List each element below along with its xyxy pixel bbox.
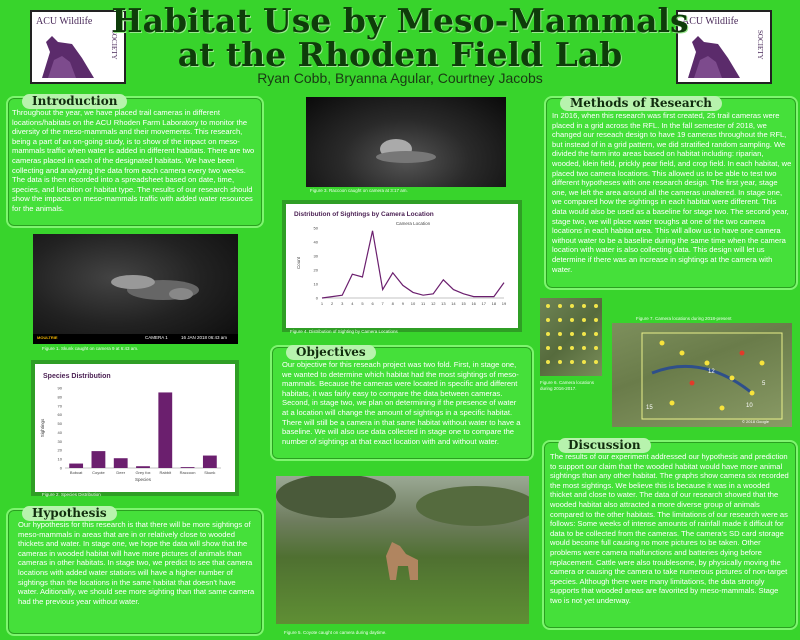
x-tick-label: Deer: [116, 470, 126, 475]
bar-chart-svg: [35, 364, 235, 492]
x-tick-label: 12: [430, 301, 436, 306]
y-tick-label: 10: [57, 456, 62, 462]
x-tick-label: Skunk: [204, 470, 216, 475]
y-axis-label: Sightings: [40, 418, 45, 438]
x-tick-label: 15: [461, 301, 466, 306]
y-tick-label: 50: [313, 225, 318, 231]
hypothesis-panel: [6, 508, 264, 636]
logo-left-vertical: SOCIETY: [110, 30, 118, 60]
title-line-2: at the Rhoden Field Lab: [177, 35, 623, 74]
methods-text: In 2016, when this research was first created, 25 trail cameras were placed in a grid across the RFL. In the fall semester of 2018, we changed our reseach design to have 19 cameras throughout the RFL, but instead of in a grid pattern, we did stratified random sampling. We divided the farm into areas based on habitat including: riparian, wooded, klein field, prickly pear field, and crop field. In each habitat, we placed two camera locations. This allowed us to be able to test two different hypotheses with one research design. The first year, stage one, we left the area around all the cameras unaltered. In stage one, we compared how the sightings in each habitat were different. This data would also be used as a baseline for stage two. The second year, stage two, we will place water troughs at one of the two camera locations in each habitat area. This will allow us to have one camera without water to be a baseline during the same time when the camera location with water is also collecting data. This design will let us determine if there was an increase in sightings at the camera with water.: [552, 111, 792, 274]
introduction-panel: [6, 96, 264, 228]
y-tick-label: 20: [57, 447, 62, 453]
bar-bobcat: [69, 464, 83, 468]
y-tick-label: 80: [57, 394, 62, 400]
sightings-by-location-chart: [282, 200, 522, 332]
figure6-caption-line1: Figure 6. Camera locations: [540, 380, 595, 385]
discussion-text: The results of our experiment addressed our hypothesis and prediction to support our claim that the wooded habitat would have more animal sightings than any other habitat. The graphs show camera six recorded the most sightings. We believe this is because it was in a wooded thicket and close to water. The data of our research showed that the wooded habitat also attracted a more diverse group of animals compared to the other habitats. The limitations of our research were as follows: Some weeks of intense amounts of rainfall made it difficult for data to be collected from the cameras. The camera's SD card storage would become full causing no more pictures to be taken. Other problems were camera malfunctions and batteries dying before replacement. Cattle were also troublesome, by physically moving the camera or causing the camera to take numerous pictures of non-target species. Although there were many limitations, the data strongly supports that wooded areas are favorited by meso-mammals. Stage two is not yet underway.: [550, 452, 789, 605]
y-tick-label: 30: [57, 438, 62, 444]
camera-timestamp: 16 JAN 2018 06:43 am: [181, 335, 228, 340]
figure3-photo: [306, 97, 506, 187]
bar-coyote: [92, 451, 106, 468]
introduction-heading: Introduction: [22, 94, 127, 109]
figure2-caption: Figure 2. Species Distribution: [42, 492, 101, 497]
chart-title: Distribution of Sightings by Camera Location: [294, 211, 434, 218]
logo-right-text: ACU Wildlife: [682, 16, 739, 27]
map-label: 10: [746, 403, 753, 409]
y-tick-label: 30: [313, 253, 318, 259]
figure4-caption: Figure 4. Distribution of Sighting by Camera Locations: [290, 329, 398, 334]
line-chart-svg: [286, 204, 518, 328]
camera-brand: MOULTRIE: [37, 335, 58, 340]
methods-panel: [544, 96, 798, 290]
x-tick-label: Grey fox: [135, 470, 151, 475]
x-tick-label: 8: [391, 301, 394, 306]
grid-map-icon: [540, 298, 602, 376]
x-tick-label: 18: [491, 301, 497, 306]
x-tick-label: 2: [330, 301, 334, 306]
figure6-map: [540, 298, 602, 376]
satellite-map-icon: [612, 323, 792, 427]
y-tick-label: 60: [57, 412, 62, 418]
x-tick-label: 14: [451, 301, 456, 306]
figure5-photo: [276, 476, 529, 624]
discussion-panel: [542, 440, 798, 630]
poster-title: [110, 1, 690, 74]
figure7-caption: Figure 7. Camera locations during 2018-present: [636, 316, 732, 321]
x-tick-label: 10: [410, 301, 416, 306]
bar-skunk: [203, 456, 217, 468]
x-axis-label: Species: [134, 477, 152, 482]
bar-deer: [114, 458, 128, 468]
x-tick-label: 1: [320, 301, 324, 306]
objectives-panel: [270, 345, 534, 461]
map-label: 5: [762, 381, 766, 387]
x-tick-label: 17: [481, 301, 487, 306]
bar-raccoon: [181, 467, 195, 468]
discussion-heading: Discussion: [558, 438, 651, 453]
x-tick-label: 11: [421, 301, 426, 306]
bar-rabbit: [158, 392, 172, 468]
series-line: [322, 231, 504, 298]
map-label: 15: [646, 405, 653, 411]
y-tick-label: 10: [313, 281, 318, 287]
y-tick-label: 20: [313, 267, 318, 273]
logo-left-text: ACU Wildlife: [36, 16, 93, 27]
x-tick-label: 4: [351, 301, 354, 306]
objectives-text: Our objective for this reseach project was two fold. First, in stage one, we wanted to determine which habitat had the most sightings of meso-mammals. Because the cameras were located in specific and different habitats, it was fairly easy to compare the data between cameras. Second, in stage two, we plan on determining if the presence of water at a location will change the amount of sightings in a specific habitat. There will still be a camera in that same habitat without water to have a baseline. We will also use data collected in stage one to compare the number of sightings at that exact location with and without water.: [282, 360, 521, 446]
bobcat-logo-icon: [678, 12, 770, 82]
logo-right-vertical: SOCIETY: [756, 30, 764, 60]
x-tick-label: 9: [401, 301, 405, 306]
authors: Ryan Cobb, Bryanna Agular, Courtney Jacobs: [257, 70, 543, 86]
figure5-caption: Figure 5. Coyote caught on camera during daytime.: [284, 630, 387, 635]
figure3-caption: Figure 3. Raccoon caught on camera at 3:17 am.: [310, 188, 408, 193]
skunk-photo-icon: [33, 234, 238, 344]
logo-right: [676, 10, 772, 84]
y-tick-label: 70: [57, 403, 62, 409]
coyote-photo-icon: [276, 476, 529, 624]
introduction-text: Throughout the year, we have placed trail cameras in different locations/habitats on the ACU Rhoden Farm Laboratory to monitor the diversity of the meso-mammals and their movements. This research, being a part of an on-going study, is to show of the impact on meso-mammals traffic when water is added in different habitats. There are two cameras placed in each of the designated habitats. We have been collecting and analyzing the data from each camera every two weeks. The data is then recorded into a spreadsheet based on date, time, species, and location or habitat type. The results of our research should show the impacts on meso-mammals traffic with added water resources for the animals.: [12, 108, 255, 213]
methods-heading: Methods of Research: [560, 96, 722, 111]
x-tick-label: 7: [381, 301, 384, 306]
figure6-caption-line2: during 2016-2017.: [540, 386, 577, 391]
x-tick-label: 6: [371, 301, 374, 306]
figure1-caption: Figure 1. Skunk caught on camera 9 at 6:43 am.: [42, 346, 139, 351]
x-tick-label: Rabbit: [159, 470, 172, 475]
x-axis-label: Camera Location: [395, 221, 431, 226]
x-tick-label: Coyote: [92, 470, 105, 475]
bar-grey-fox: [136, 466, 150, 468]
map-footer: © 2018 Google: [742, 419, 769, 424]
y-tick-label: 50: [57, 421, 62, 427]
raccoon-photo-icon: [306, 97, 506, 187]
title-line-1: Habitat Use by Meso-Mammals: [111, 1, 689, 40]
figure1-photo: [33, 234, 238, 344]
y-tick-label: 40: [313, 239, 318, 245]
x-tick-label: Raccoon: [179, 470, 196, 475]
x-tick-label: 13: [441, 301, 446, 306]
y-axis-label: Count: [296, 256, 301, 270]
species-distribution-chart: [31, 360, 239, 496]
x-tick-label: 3: [341, 301, 344, 306]
chart-title: Species Distribution: [43, 373, 111, 380]
x-tick-label: 5: [361, 301, 364, 306]
y-tick-label: 40: [57, 429, 62, 435]
x-tick-label: Bobcat: [69, 470, 83, 475]
objectives-heading: Objectives: [286, 345, 376, 360]
hypothesis-heading: Hypothesis: [22, 506, 117, 521]
y-tick-label: 90: [57, 385, 62, 391]
hypothesis-text: Our hypothesis for this research is that there will be more sightings of meso-mammals in areas that are in or relatively close to wooded thickets and water. In stage one, we hope the data will show that the cameras in wooded habitat will have more pictures of animals than cameras in other habitats. In stage two, we predict to see that camera locations with added water stations will have a higher number of sightings than the locations in the same habitat that doesn't have water. Aditionally, we should see more sighting than that same camera had the previous year without water.: [18, 520, 255, 606]
x-tick-label: 16: [471, 301, 476, 306]
camera-name: CAMERA 1: [145, 335, 168, 340]
figure7-map: [612, 323, 792, 427]
map-label: 12: [708, 369, 715, 375]
x-tick-label: 19: [501, 301, 507, 306]
y-tick-label: 0: [59, 465, 62, 471]
y-tick-label: 0: [315, 295, 318, 301]
